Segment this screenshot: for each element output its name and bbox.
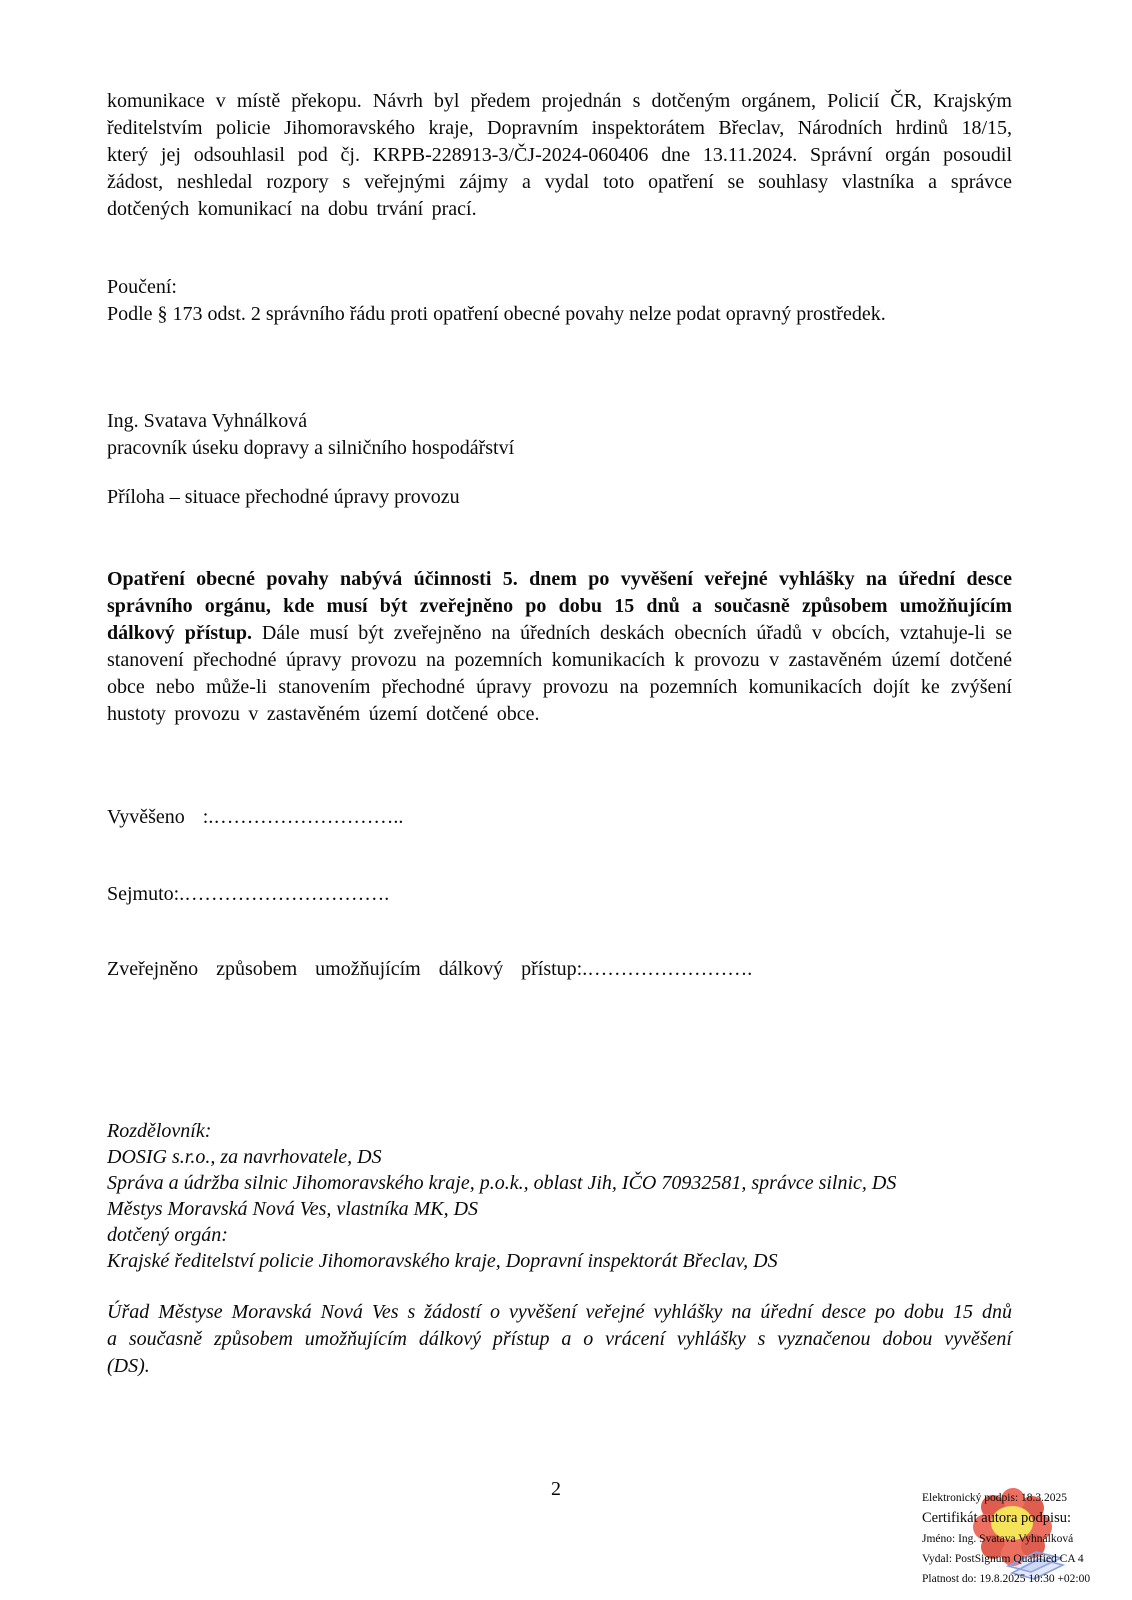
pouceni-section bbox=[107, 274, 1012, 328]
removed-date-line: Sejmuto:.…………………………. bbox=[107, 883, 390, 905]
distribution-item: dotčený orgán: bbox=[107, 1224, 228, 1246]
page-number: 2 bbox=[551, 1478, 561, 1500]
pouceni-text: Podle § 173 odst. 2 správního řádu proti opatření obecné povahy nelze podat opravný prostředek. bbox=[107, 303, 886, 325]
distribution-item: DOSIG s.r.o., za navrhovatele, DS bbox=[107, 1146, 382, 1168]
office-request-paragraph: Úřad Městyse Moravská Nová Ves s žádostí o vyvěšení veřejné vyhlášky na úřední desce po dobu 15 dnů a současně způsobem umožňujícím dálkový přístup a o vrácení vyhlášky s vyznačenou dobou vyvěšení (DS). bbox=[107, 1301, 1012, 1377]
signature-date: Elektronický podpis: 18.3.2025 bbox=[922, 1492, 1068, 1504]
effectiveness-paragraph bbox=[107, 566, 1012, 728]
distribution-item: Městys Moravská Nová Ves, vlastníka MK, DS bbox=[107, 1198, 479, 1220]
signature-issuer: Vydal: PostSignum Qualified CA 4 bbox=[922, 1553, 1084, 1565]
electronic-signature-block bbox=[922, 1488, 1102, 1589]
signer-name: Ing. Svatava Vyhnálková bbox=[107, 410, 308, 432]
signer-section bbox=[107, 408, 1012, 462]
distribution-item: Krajské ředitelství policie Jihomoravského kraje, Dopravní inspektorát Břeclav, DS bbox=[107, 1250, 778, 1272]
effectiveness-bold-text: Opatření obecné povahy nabývá účinnosti 5. dnem po vyvěšení veřejné vyhlášky na úřední desce správního orgánu, kde musí být zveřejněno po dobu 15 dnů a současně způsobem umožňujícím dálkový přístup. bbox=[107, 568, 1012, 644]
signature-validity: Platnost do: 19.8.2025 10:30 +02:00 bbox=[922, 1573, 1091, 1585]
signature-cert-heading: Certifikát autora podpisu: bbox=[922, 1510, 1071, 1526]
signer-role: pracovník úseku dopravy a silničního hospodářství bbox=[107, 437, 515, 459]
signature-author-name: Jméno: Ing. Svatava Vyhnálková bbox=[922, 1533, 1074, 1545]
paragraph-approval: komunikace v místě překopu. Návrh byl předem projednán s dotčeným orgánem, Policií ČR, Krajským ředitelstvím policie Jihomoravského kraje, Dopravním inspektorátem Břeclav, Národních hrdinů 18/15, který jej odsouhlasil pod čj. KRPB-228913-3/ČJ-2024-060406 dne 13.11.2024. Správní orgán posoudil žádost, neshledal rozpory s veřejnými zájmy a vydal toto opatření se souhlasy vlastníka a správce dotčených komunikací na dobu trvání prací. bbox=[107, 90, 1012, 220]
posted-date-line: Vyvěšeno :.……………………….. bbox=[107, 806, 404, 828]
distribution-heading: Rozdělovník: bbox=[107, 1120, 212, 1142]
distribution-item: Správa a údržba silnic Jihomoravského kraje, p.o.k., oblast Jih, IČO 70932581, správce silnic, DS bbox=[107, 1172, 897, 1194]
remote-access-line: Zveřejněno způsobem umožňujícím dálkový přístup:.……………………. bbox=[107, 958, 753, 980]
distribution-section bbox=[107, 1118, 1057, 1274]
attachment-note: Příloha – situace přechodné úpravy provozu bbox=[107, 486, 460, 508]
pouceni-heading: Poučení: bbox=[107, 276, 177, 298]
effectiveness-regular-text: Dále musí být zveřejněno na úředních deskách obecních úřadů v obcích, vztahuje-li se stanovení přechodné úpravy provozu na pozemních komunikacích k provozu v zastavěném území dotčené obce nebo může-li stanovením přechodné úpravy provozu na pozemních komunikacích dojít ke zvýšení hustoty provozu v zastavěném území dotčené obce. bbox=[107, 622, 1013, 725]
